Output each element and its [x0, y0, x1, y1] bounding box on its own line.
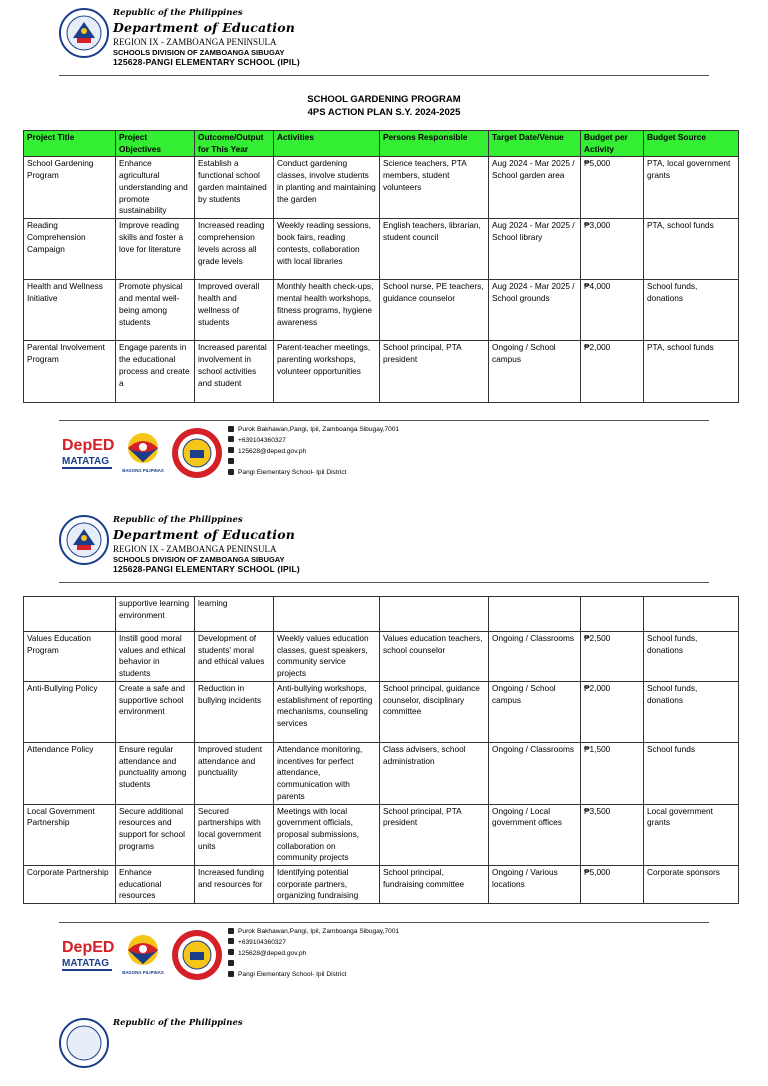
- table-cell: Ongoing / Classrooms: [489, 632, 581, 682]
- division-text: SCHOOLS DIVISION OF ZAMBOANGA SIBUGAY: [113, 48, 285, 57]
- address-text: Purok Bakhawan,Pangi, Ipil, Zamboanga Sibugay,7001: [238, 928, 400, 935]
- table-cell: Engage parents in the educational process and create a: [116, 341, 195, 403]
- table-cell: Instill good moral values and ethical behavior in students: [116, 632, 195, 682]
- table-cell: [274, 597, 380, 632]
- table-cell: Health and Wellness Initiative: [24, 280, 116, 341]
- deped-logo-text: DepED: [62, 939, 115, 956]
- table-row: [24, 743, 739, 805]
- table-cell: Improve reading skills and foster a love for literature: [116, 219, 195, 280]
- letterhead-header-1: [0, 0, 768, 76]
- address-text: Purok Bakhawan,Pangi, Ipil, Zamboanga Sibugay,7001: [238, 426, 400, 433]
- email-link[interactable]: 125628@deped.gov.ph: [238, 447, 307, 455]
- table-cell: ₱1,500: [581, 743, 644, 805]
- letterhead-footer-1: [0, 420, 768, 480]
- table-cell: School nurse, PE teachers, guidance counselor: [380, 280, 489, 341]
- phone-text: +639104360327: [238, 938, 286, 946]
- table-cell: ₱4,000: [581, 280, 644, 341]
- republic-text: Republic of the Philippines: [113, 8, 243, 18]
- table-cell: Corporate sponsors: [644, 866, 739, 904]
- table-cell: Science teachers, PTA members, student volunteers: [380, 157, 489, 219]
- table-cell: [644, 597, 739, 632]
- table-cell: School funds, donations: [644, 632, 739, 682]
- region-text: REGION IX - ZAMBOANGA PENINSULA: [113, 37, 277, 47]
- facebook-icon: [228, 469, 234, 475]
- table-cell: PTA, school funds: [644, 341, 739, 403]
- globe-icon: [228, 458, 234, 464]
- table-cell: Improved overall health and wellness of students: [195, 280, 274, 341]
- table-cell: Ongoing / Classrooms: [489, 743, 581, 805]
- table-cell: Improved student attendance and punctuality: [195, 743, 274, 805]
- table-cell: School funds, donations: [644, 280, 739, 341]
- table-cell: supportive learning environment: [116, 597, 195, 632]
- table-cell: [380, 597, 489, 632]
- deped-logo-text: DepED: [62, 437, 115, 454]
- table-cell: Parent-teacher meetings, parenting workshops, volunteer opportunities: [274, 341, 380, 403]
- table-cell: Corporate Partnership: [24, 866, 116, 904]
- header-divider: [59, 75, 709, 76]
- table-row: [24, 866, 739, 904]
- column-header: Outcome/Output for This Year: [195, 131, 274, 157]
- action-plan-table-page1: [23, 130, 739, 403]
- table-cell: Enhance agricultural understanding and promote sustainability: [116, 157, 195, 219]
- table-cell: ₱5,000: [581, 866, 644, 904]
- table-cell: Development of students' moral and ethical values: [195, 632, 274, 682]
- deped-matatag-logo-icon: [60, 432, 116, 472]
- bagong-pilipinas-text: BAGONG PILIPINAS: [122, 468, 164, 473]
- bagong-pilipinas-text: BAGONG PILIPINAS: [122, 970, 164, 975]
- division-text: SCHOOLS DIVISION OF ZAMBOANGA SIBUGAY: [113, 555, 285, 564]
- table-cell: Parental Involvement Program: [24, 341, 116, 403]
- table-cell: ₱2,000: [581, 341, 644, 403]
- table-cell: Attendance monitoring, incentives for perfect attendance, communication with parents: [274, 743, 380, 805]
- table-cell: Attendance Policy: [24, 743, 116, 805]
- republic-text: Republic of the Philippines: [113, 1018, 243, 1028]
- table-cell: School funds, donations: [644, 682, 739, 743]
- deped-seal-icon: [59, 8, 109, 58]
- table-row: [24, 632, 739, 682]
- table-cell: School principal, fundraising committee: [380, 866, 489, 904]
- table-row: [24, 280, 739, 341]
- table-cell: School Gardening Program: [24, 157, 116, 219]
- table-cell: Values Education Program: [24, 632, 116, 682]
- table-cell: Aug 2024 - Mar 2025 / School garden area: [489, 157, 581, 219]
- location-icon: [228, 928, 234, 934]
- table-cell: Local government grants: [644, 804, 739, 866]
- table-cell: School principal, PTA president: [380, 341, 489, 403]
- table-row: [24, 341, 739, 403]
- table-cell: Promote physical and mental well-being among students: [116, 280, 195, 341]
- table-cell: Monthly health check-ups, mental health workshops, fitness programs, hygiene awareness: [274, 280, 380, 341]
- table-cell: Aug 2024 - Mar 2025 / School library: [489, 219, 581, 280]
- email-icon: [228, 447, 234, 453]
- table-cell: School principal, PTA president: [380, 804, 489, 866]
- table-cell: Secure additional resources and support for school programs: [116, 804, 195, 866]
- school-text: 125628-PANGI ELEMENTARY SCHOOL (IPIL): [113, 57, 300, 67]
- table-cell: Reading Comprehension Campaign: [24, 219, 116, 280]
- region-text: REGION IX - ZAMBOANGA PENINSULA: [113, 544, 277, 554]
- column-header: Target Date/Venue: [489, 131, 581, 157]
- contact-info: [228, 425, 399, 479]
- column-header: Project Objectives: [116, 131, 195, 157]
- table-row: [24, 157, 739, 219]
- table-cell: Enhance educational resources: [116, 866, 195, 904]
- deped-seal-icon: [59, 1018, 109, 1068]
- table-cell: Ongoing / Various locations: [489, 866, 581, 904]
- contact-info: [228, 927, 399, 981]
- header-divider: [59, 582, 709, 583]
- republic-text: Republic of the Philippines: [113, 515, 243, 525]
- location-icon: [228, 426, 234, 432]
- table-cell: ₱3,500: [581, 804, 644, 866]
- table-cell: Anti-Bullying Policy: [24, 682, 116, 743]
- school-text: 125628-PANGI ELEMENTARY SCHOOL (IPIL): [113, 564, 300, 574]
- table-cell: Identifying potential corporate partners, organizing fundraising: [274, 866, 380, 904]
- table-cell: PTA, school funds: [644, 219, 739, 280]
- table-cell: School principal, guidance counselor, disciplinary committee: [380, 682, 489, 743]
- email-link[interactable]: 125628@deped.gov.ph: [238, 949, 307, 957]
- facebook-link[interactable]: Pangi Elementary School- Ipil District: [238, 971, 347, 979]
- action-plan-table-page2: [23, 596, 739, 904]
- email-icon: [228, 949, 234, 955]
- column-header: Persons Responsible: [380, 131, 489, 157]
- table-cell: ₱3,000: [581, 219, 644, 280]
- table-cell: Secured partnerships with local government units: [195, 804, 274, 866]
- table-cell: Ensure regular attendance and punctuality among students: [116, 743, 195, 805]
- footer-divider: [59, 420, 709, 421]
- table-header-row: [24, 131, 739, 157]
- table-cell: ₱2,000: [581, 682, 644, 743]
- table-cell: Anti-bullying workshops, establishment of reporting mechanisms, counseling services: [274, 682, 380, 743]
- table-cell: Ongoing / Local government offices: [489, 804, 581, 866]
- table-row: [24, 219, 739, 280]
- column-header: Activities: [274, 131, 380, 157]
- table-row: [24, 804, 739, 866]
- table-cell: learning: [195, 597, 274, 632]
- column-header: Budget Source: [644, 131, 739, 157]
- table-cell: Establish a functional school garden maintained by students: [195, 157, 274, 219]
- table-cell: Aug 2024 - Mar 2025 / School grounds: [489, 280, 581, 341]
- school-seal-icon: [170, 928, 224, 982]
- deped-matatag-logo-icon: [60, 934, 116, 974]
- table-cell: Meetings with local government officials, proposal submissions, collaboration on community projects: [274, 804, 380, 866]
- column-header: Budget per Activity: [581, 131, 644, 157]
- letterhead-header-3: [0, 1010, 768, 1086]
- phone-icon: [228, 436, 234, 442]
- school-seal-icon: [170, 426, 224, 480]
- table-cell: School funds: [644, 743, 739, 805]
- table-cell: Local Government Partnership: [24, 804, 116, 866]
- deped-seal-icon: [59, 515, 109, 565]
- table-cell: Reduction in bullying incidents: [195, 682, 274, 743]
- footer-divider: [59, 922, 709, 923]
- table-row: [24, 682, 739, 743]
- table-cell: Weekly values education classes, guest speakers, community service projects: [274, 632, 380, 682]
- table-cell: Class advisers, school administration: [380, 743, 489, 805]
- facebook-link[interactable]: Pangi Elementary School- Ipil District: [238, 469, 347, 477]
- department-text: Department of Education: [113, 20, 296, 35]
- matatag-logo-text: MATATAG: [62, 456, 110, 467]
- table-cell: [489, 597, 581, 632]
- phone-icon: [228, 938, 234, 944]
- table-cell: Increased funding and resources for: [195, 866, 274, 904]
- table-cell: ₱2,500: [581, 632, 644, 682]
- bagong-pilipinas-logo-icon: [120, 430, 166, 474]
- letterhead-footer-2: [0, 922, 768, 982]
- document-title: SCHOOL GARDENING PROGRAM: [307, 94, 461, 105]
- table-row: [24, 597, 739, 632]
- table-cell: [24, 597, 116, 632]
- table-cell: Ongoing / School campus: [489, 341, 581, 403]
- table-cell: Increased reading comprehension levels across all grade levels: [195, 219, 274, 280]
- facebook-icon: [228, 971, 234, 977]
- table-cell: English teachers, librarian, student council: [380, 219, 489, 280]
- phone-text: +639104360327: [238, 436, 286, 444]
- letterhead-header-2: [0, 507, 768, 583]
- department-text: Department of Education: [113, 527, 296, 542]
- bagong-pilipinas-logo-icon: [120, 932, 166, 976]
- globe-icon: [228, 960, 234, 966]
- document-subtitle: 4PS ACTION PLAN S.Y. 2024-2025: [307, 107, 461, 118]
- table-cell: Conduct gardening classes, involve students in planting and maintaining the garden: [274, 157, 380, 219]
- table-cell: Ongoing / School campus: [489, 682, 581, 743]
- table-cell: PTA, local government grants: [644, 157, 739, 219]
- table-cell: [581, 597, 644, 632]
- table-cell: Increased parental involvement in school activities and student: [195, 341, 274, 403]
- matatag-logo-text: MATATAG: [62, 958, 110, 969]
- column-header: Project Title: [24, 131, 116, 157]
- table-cell: ₱5,000: [581, 157, 644, 219]
- table-cell: Weekly reading sessions, book fairs, reading contests, collaboration with local libraries: [274, 219, 380, 280]
- table-cell: Values education teachers, school counselor: [380, 632, 489, 682]
- table-cell: Create a safe and supportive school environment: [116, 682, 195, 743]
